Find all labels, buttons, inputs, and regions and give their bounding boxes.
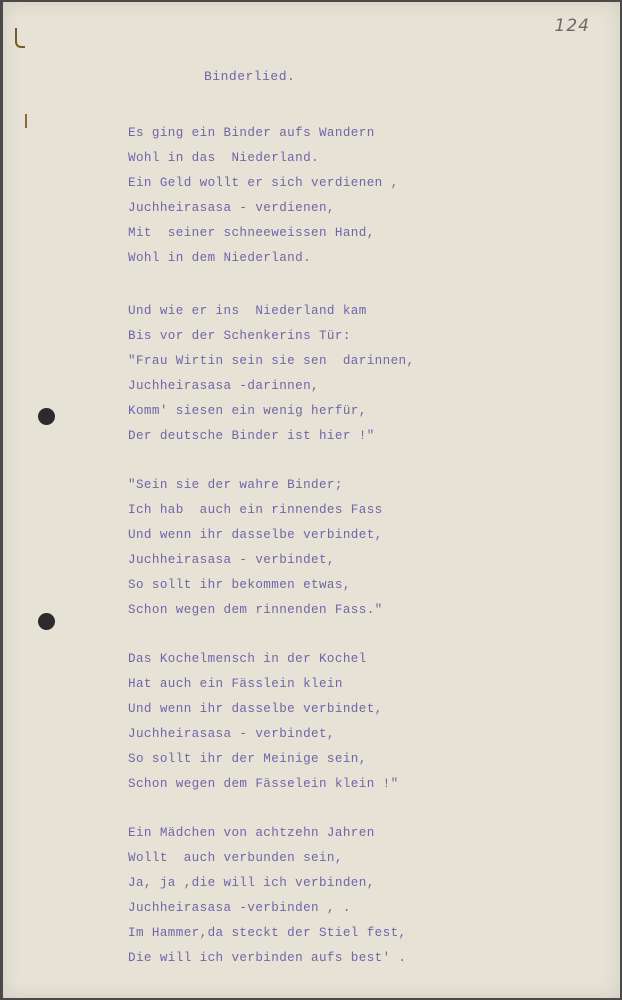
verse-line: Juchheirasasa - verdienen, bbox=[128, 201, 335, 215]
verse-line: Im Hammer,da steckt der Stiel fest, bbox=[128, 926, 407, 940]
verse-line: Hat auch ein Fässlein klein bbox=[128, 677, 343, 691]
verse-line: Die will ich verbinden aufs best' . bbox=[128, 951, 407, 965]
verse-line: Und wenn ihr dasselbe verbindet, bbox=[128, 702, 383, 716]
verse-line: Ja, ja ,die will ich verbinden, bbox=[128, 876, 375, 890]
verse-line: "Sein sie der wahre Binder; bbox=[128, 478, 343, 492]
verse-line: Und wenn ihr dasselbe verbindet, bbox=[128, 528, 383, 542]
verse-line: Mit seiner schneeweissen Hand, bbox=[128, 226, 375, 240]
verse-line: Wohl in das Niederland. bbox=[128, 151, 319, 165]
pencil-mark-icon bbox=[15, 28, 25, 48]
verse-line: Ich hab auch ein rinnendes Fass bbox=[128, 503, 383, 517]
punch-hole-icon bbox=[38, 613, 55, 630]
verse-line: Der deutsche Binder ist hier !" bbox=[128, 429, 375, 443]
verse-line: Schon wegen dem Fässelein klein !" bbox=[128, 777, 399, 791]
stanza-1 bbox=[128, 121, 399, 271]
stanza-2 bbox=[128, 299, 414, 449]
verse-line: Juchheirasasa - verbindet, bbox=[128, 727, 335, 741]
verse-line: Komm' siesen ein wenig herfür, bbox=[128, 404, 367, 418]
stanza-3 bbox=[128, 473, 383, 623]
verse-line: Ein Geld wollt er sich verdienen , bbox=[128, 176, 399, 190]
verse-line: Und wie er ins Niederland kam bbox=[128, 304, 367, 318]
verse-line: Es ging ein Binder aufs Wandern bbox=[128, 126, 375, 140]
poem-title: Binderlied. bbox=[204, 69, 296, 84]
verse-line: Das Kochelmensch in der Kochel bbox=[128, 652, 367, 666]
page-number: 124 bbox=[554, 16, 590, 36]
verse-line: Juchheirasasa -darinnen, bbox=[128, 379, 319, 393]
verse-line: Juchheirasasa -verbinden , . bbox=[128, 901, 351, 915]
verse-line: Juchheirasasa - verbindet, bbox=[128, 553, 335, 567]
verse-line: Wohl in dem Niederland. bbox=[128, 251, 312, 265]
pin-mark-icon bbox=[25, 114, 27, 128]
verse-line: Ein Mädchen von achtzehn Jahren bbox=[128, 826, 375, 840]
verse-line: So sollt ihr der Meinige sein, bbox=[128, 752, 367, 766]
verse-line: Wollt auch verbunden sein, bbox=[128, 851, 343, 865]
verse-line: "Frau Wirtin sein sie sen darinnen, bbox=[128, 354, 415, 368]
stanza-4 bbox=[128, 647, 399, 797]
verse-line: So sollt ihr bekommen etwas, bbox=[128, 578, 351, 592]
stanza-5 bbox=[128, 821, 407, 971]
verse-line: Schon wegen dem rinnenden Fass." bbox=[128, 603, 383, 617]
punch-hole-icon bbox=[38, 408, 55, 425]
document-page bbox=[3, 2, 620, 998]
verse-line: Bis vor der Schenkerins Tür: bbox=[128, 329, 351, 343]
